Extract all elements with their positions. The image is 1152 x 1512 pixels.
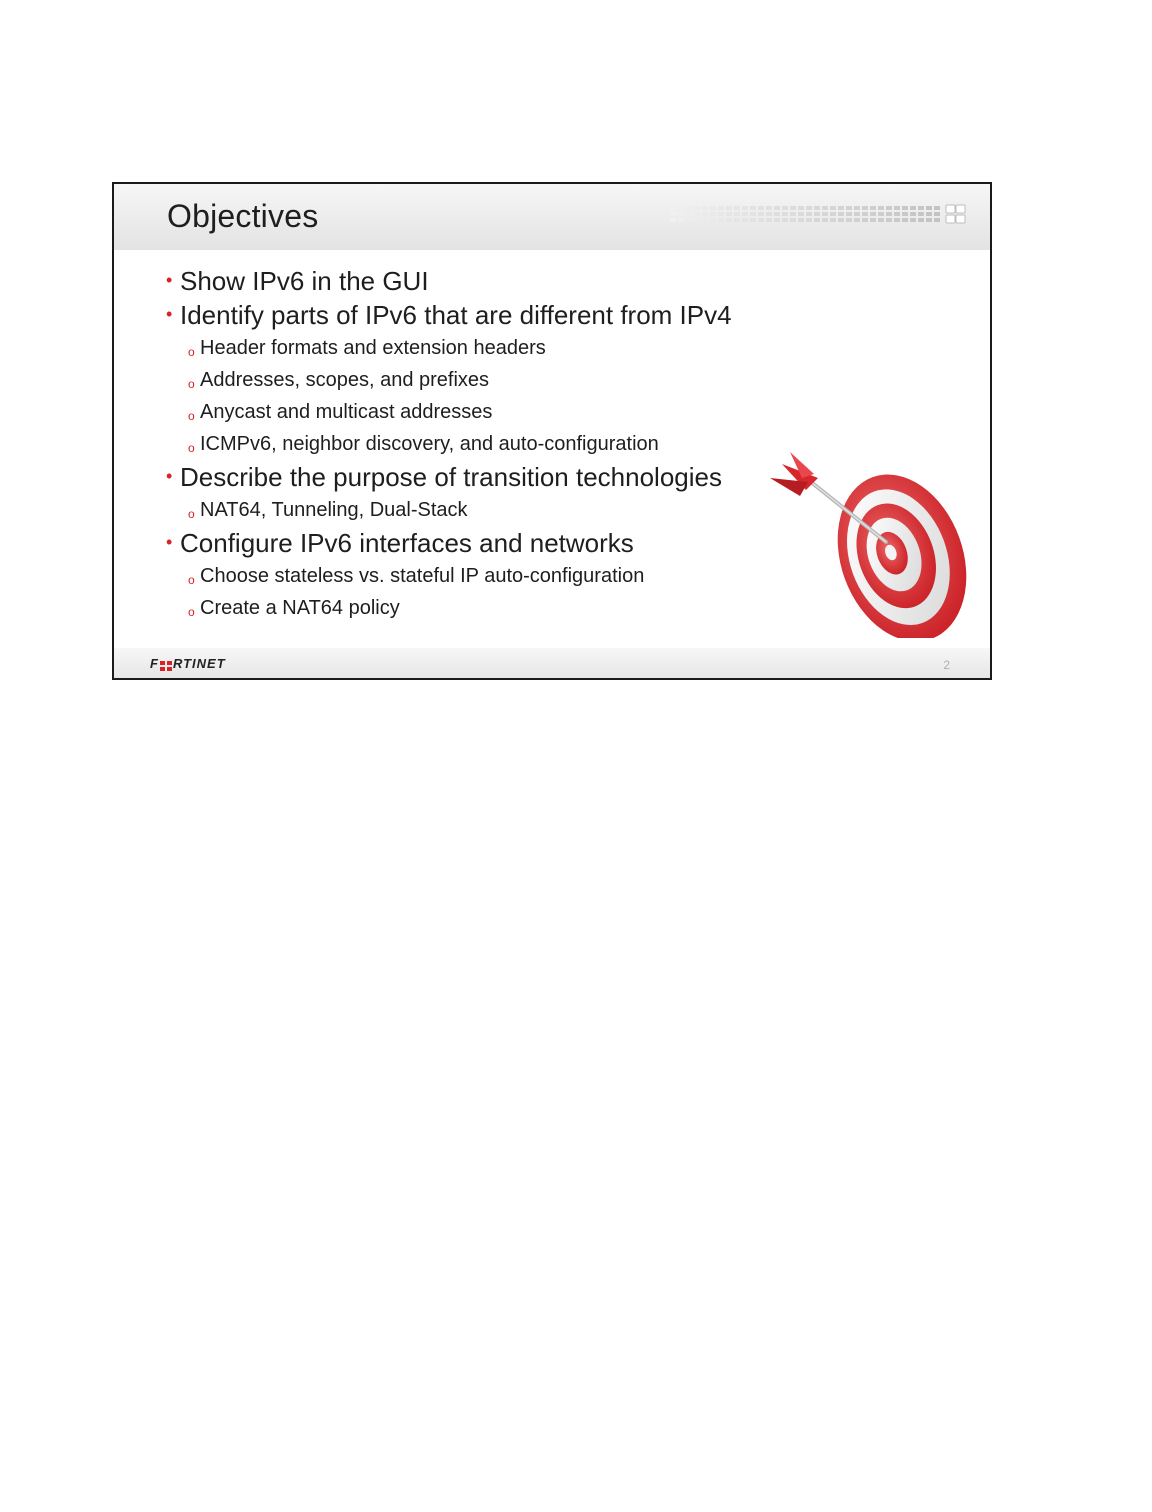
sub-bullet-circle-icon: o xyxy=(188,377,195,391)
sub-bullet-circle-icon: o xyxy=(188,573,195,587)
sub-bullet-item: o Create a NAT64 policy xyxy=(166,592,770,624)
page-number: 2 xyxy=(943,658,950,672)
bullet-list xyxy=(166,264,770,624)
sub-bullet-item: o Header formats and extension headers xyxy=(166,332,770,364)
dot-pattern-decoration xyxy=(670,204,970,226)
bullet-item: • Describe the purpose of transition technologies xyxy=(166,460,770,494)
dart-target-icon xyxy=(762,448,977,638)
fortinet-logo: F RTINET xyxy=(150,656,226,671)
slide xyxy=(112,182,992,680)
sub-bullet-item: o Anycast and multicast addresses xyxy=(166,396,770,428)
sub-bullet-circle-icon: o xyxy=(188,605,195,619)
bullet-dot-icon: • xyxy=(166,270,173,290)
sub-bullet-item: o Choose stateless vs. stateful IP auto-configuration xyxy=(166,560,770,592)
sub-bullet-circle-icon: o xyxy=(188,507,195,521)
sub-bullet-circle-icon: o xyxy=(188,409,195,423)
bullet-item: • Show IPv6 in the GUI xyxy=(166,264,770,298)
bullet-dot-icon: • xyxy=(166,466,173,486)
sub-bullet-item: o NAT64, Tunneling, Dual-Stack xyxy=(166,494,770,526)
sub-bullet-circle-icon: o xyxy=(188,441,195,455)
sub-bullet-item: o ICMPv6, neighbor discovery, and auto-configuration xyxy=(166,428,770,460)
bullet-dot-icon: • xyxy=(166,532,173,552)
bullet-item: • Configure IPv6 interfaces and networks xyxy=(166,526,770,560)
sub-bullet-item: o Addresses, scopes, and prefixes xyxy=(166,364,770,396)
bullet-dot-icon: • xyxy=(166,304,173,324)
slide-footer xyxy=(114,648,990,678)
bullet-item: • Identify parts of IPv6 that are different from IPv4 xyxy=(166,298,770,332)
slide-title: Objectives xyxy=(167,198,319,234)
logo-grid-icon xyxy=(160,659,172,669)
slide-header xyxy=(114,184,990,250)
sub-bullet-circle-icon: o xyxy=(188,345,195,359)
